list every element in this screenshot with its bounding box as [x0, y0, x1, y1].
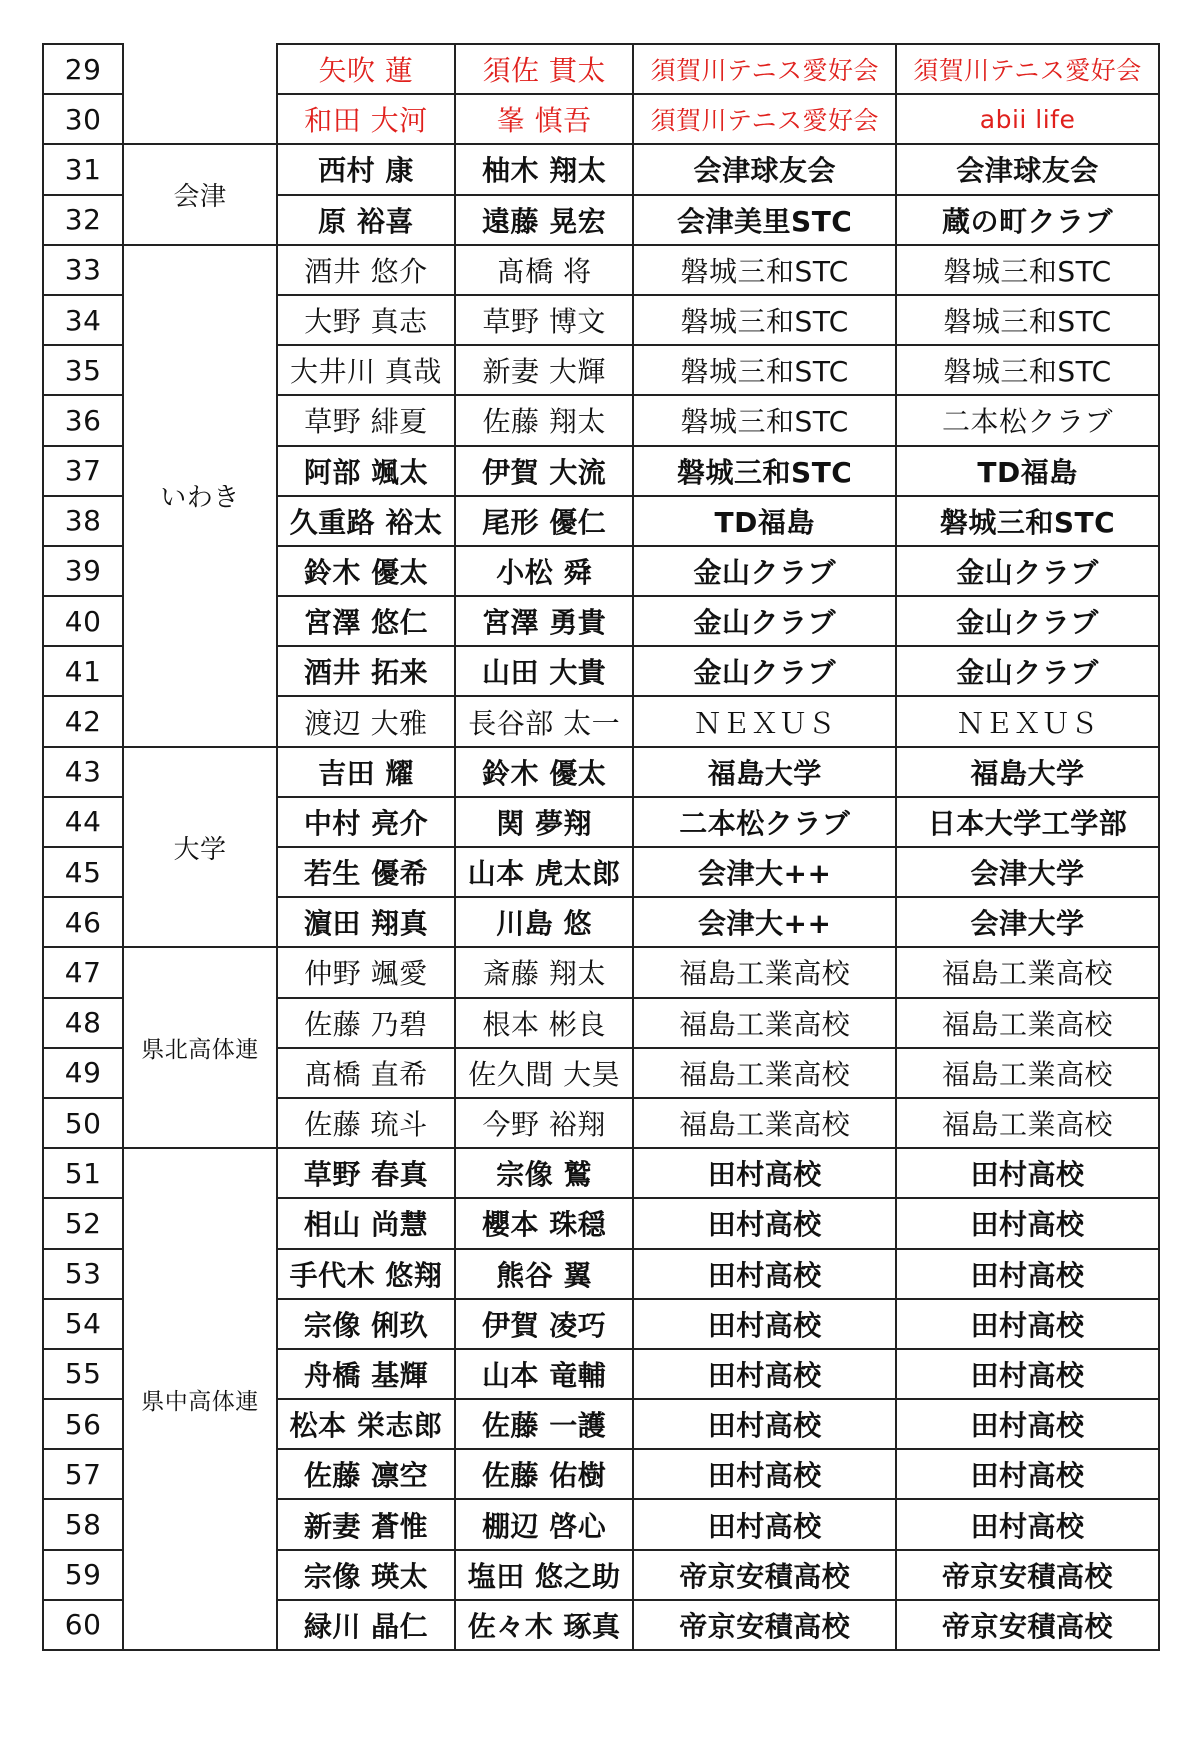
- player-2-name: 関 夢翔: [455, 797, 633, 847]
- player-1-name: 久重路 裕太: [277, 496, 455, 546]
- player-1-name: 鈴木 優太: [277, 546, 455, 596]
- entry-table: [42, 43, 1160, 1651]
- player-1-name: 和田 大河: [277, 94, 455, 144]
- player-2-name: 佐々木 琢真: [455, 1600, 633, 1650]
- player-1-club: 会津美里STC: [633, 195, 896, 245]
- entry-number: 34: [43, 295, 123, 345]
- player-2-name: 鈴木 優太: [455, 747, 633, 797]
- player-2-name: 佐藤 一護: [455, 1399, 633, 1449]
- entry-number: 43: [43, 747, 123, 797]
- player-2-name: 小松 舜: [455, 546, 633, 596]
- player-2-name: 尾形 優仁: [455, 496, 633, 546]
- entry-number: 32: [43, 195, 123, 245]
- player-1-name: 相山 尚慧: [277, 1198, 455, 1248]
- entry-number: 48: [43, 998, 123, 1048]
- player-1-name: 宮澤 悠仁: [277, 596, 455, 646]
- player-1-club: ＮＥＸＵＳ: [633, 696, 896, 746]
- player-2-club: TD福島: [896, 446, 1159, 496]
- player-2-name: 宮澤 勇貴: [455, 596, 633, 646]
- player-2-club: 福島大学: [896, 747, 1159, 797]
- player-2-club: 磐城三和STC: [896, 295, 1159, 345]
- entry-number: 31: [43, 144, 123, 194]
- player-1-name: 草野 春真: [277, 1148, 455, 1198]
- table-row: [43, 44, 1159, 94]
- player-2-name: 宗像 鷲: [455, 1148, 633, 1198]
- region-label: 会津: [123, 144, 277, 244]
- player-2-club: 磐城三和STC: [896, 245, 1159, 295]
- player-2-name: 柚木 翔太: [455, 144, 633, 194]
- player-2-club: 田村高校: [896, 1399, 1159, 1449]
- player-1-name: 緑川 晶仁: [277, 1600, 455, 1650]
- player-1-name: 佐藤 乃碧: [277, 998, 455, 1048]
- player-2-club: 二本松クラブ: [896, 395, 1159, 445]
- player-1-name: 中村 亮介: [277, 797, 455, 847]
- entry-number: 35: [43, 345, 123, 395]
- player-1-club: 福島工業高校: [633, 1048, 896, 1098]
- entry-number: 29: [43, 44, 123, 94]
- entry-number: 46: [43, 897, 123, 947]
- player-2-name: 川島 悠: [455, 897, 633, 947]
- player-1-club: 金山クラブ: [633, 596, 896, 646]
- player-2-name: 今野 裕翔: [455, 1098, 633, 1148]
- player-1-club: 田村高校: [633, 1399, 896, 1449]
- entry-number: 40: [43, 596, 123, 646]
- entry-number: 45: [43, 847, 123, 897]
- player-2-club: 福島工業高校: [896, 1098, 1159, 1148]
- entry-number: 59: [43, 1550, 123, 1600]
- entry-number: 52: [43, 1198, 123, 1248]
- player-1-name: 手代木 悠翔: [277, 1249, 455, 1299]
- entry-number: 50: [43, 1098, 123, 1148]
- region-label: 県中高体連: [123, 1148, 277, 1650]
- player-1-name: 宗像 俐玖: [277, 1299, 455, 1349]
- player-2-name: 遠藤 晃宏: [455, 195, 633, 245]
- player-1-club: 福島工業高校: [633, 998, 896, 1048]
- player-2-club: 金山クラブ: [896, 646, 1159, 696]
- player-2-club: 田村高校: [896, 1198, 1159, 1248]
- player-1-club: 二本松クラブ: [633, 797, 896, 847]
- player-2-name: 峯 慎吾: [455, 94, 633, 144]
- region-label: 大学: [123, 747, 277, 948]
- entry-number: 47: [43, 947, 123, 997]
- player-1-club: 磐城三和STC: [633, 345, 896, 395]
- player-2-club: 磐城三和STC: [896, 496, 1159, 546]
- region-label: [123, 44, 277, 144]
- entry-number: 42: [43, 696, 123, 746]
- table-row: [43, 245, 1159, 295]
- player-2-name: 塩田 悠之助: [455, 1550, 633, 1600]
- player-1-club: 田村高校: [633, 1449, 896, 1499]
- entry-number: 37: [43, 446, 123, 496]
- player-1-club: 磐城三和STC: [633, 295, 896, 345]
- player-2-club: 田村高校: [896, 1299, 1159, 1349]
- entry-number: 36: [43, 395, 123, 445]
- player-2-club: 福島工業高校: [896, 947, 1159, 997]
- player-2-name: 佐久間 大昊: [455, 1048, 633, 1098]
- player-1-club: 会津球友会: [633, 144, 896, 194]
- player-1-club: 福島大学: [633, 747, 896, 797]
- entry-number: 41: [43, 646, 123, 696]
- player-1-name: 大野 真志: [277, 295, 455, 345]
- player-1-name: 松本 栄志郎: [277, 1399, 455, 1449]
- player-1-name: 濵田 翔真: [277, 897, 455, 947]
- player-2-name: 櫻本 珠穏: [455, 1198, 633, 1248]
- player-2-club: 会津大学: [896, 897, 1159, 947]
- player-2-name: 須佐 貫太: [455, 44, 633, 94]
- player-2-club: 帝京安積高校: [896, 1600, 1159, 1650]
- player-2-club: 会津球友会: [896, 144, 1159, 194]
- player-1-club: 田村高校: [633, 1198, 896, 1248]
- player-1-name: 髙橋 直希: [277, 1048, 455, 1098]
- player-2-name: 熊谷 翼: [455, 1249, 633, 1299]
- player-2-name: 新妻 大輝: [455, 345, 633, 395]
- player-1-name: 仲野 颯愛: [277, 947, 455, 997]
- player-1-name: 舟橋 基輝: [277, 1349, 455, 1399]
- player-2-club: 日本大学工学部: [896, 797, 1159, 847]
- player-1-club: 金山クラブ: [633, 646, 896, 696]
- player-2-club: 福島工業高校: [896, 1048, 1159, 1098]
- player-1-club: 福島工業高校: [633, 947, 896, 997]
- player-1-club: TD福島: [633, 496, 896, 546]
- player-2-name: 佐藤 翔太: [455, 395, 633, 445]
- player-1-name: 酒井 拓来: [277, 646, 455, 696]
- player-2-name: 棚辺 啓心: [455, 1499, 633, 1549]
- player-1-name: 原 裕喜: [277, 195, 455, 245]
- player-2-club: 磐城三和STC: [896, 345, 1159, 395]
- player-1-club: 田村高校: [633, 1249, 896, 1299]
- player-1-name: 吉田 耀: [277, 747, 455, 797]
- player-2-club: ＮＥＸＵＳ: [896, 696, 1159, 746]
- player-1-name: 阿部 颯太: [277, 446, 455, 496]
- player-2-club: 帝京安積高校: [896, 1550, 1159, 1600]
- entry-number: 33: [43, 245, 123, 295]
- entry-number: 49: [43, 1048, 123, 1098]
- entry-number: 58: [43, 1499, 123, 1549]
- table-row: [43, 1148, 1159, 1198]
- player-2-name: 佐藤 佑樹: [455, 1449, 633, 1499]
- player-1-club: 金山クラブ: [633, 546, 896, 596]
- player-2-club: 田村高校: [896, 1499, 1159, 1549]
- player-1-name: 酒井 悠介: [277, 245, 455, 295]
- player-1-club: 会津大++: [633, 847, 896, 897]
- player-2-name: 髙橋 将: [455, 245, 633, 295]
- entry-number: 38: [43, 496, 123, 546]
- player-2-club: abii life: [896, 94, 1159, 144]
- player-2-club: 蔵の町クラブ: [896, 195, 1159, 245]
- entry-number: 53: [43, 1249, 123, 1299]
- player-1-club: 会津大++: [633, 897, 896, 947]
- player-1-club: 福島工業高校: [633, 1098, 896, 1148]
- player-2-name: 山田 大貴: [455, 646, 633, 696]
- player-1-name: 佐藤 凛空: [277, 1449, 455, 1499]
- player-2-name: 伊賀 凌巧: [455, 1299, 633, 1349]
- player-1-name: 草野 緋夏: [277, 395, 455, 445]
- player-1-club: 須賀川テニス愛好会: [633, 94, 896, 144]
- player-2-club: 田村高校: [896, 1249, 1159, 1299]
- player-1-name: 矢吹 蓮: [277, 44, 455, 94]
- player-2-name: 長谷部 太一: [455, 696, 633, 746]
- player-1-club: 田村高校: [633, 1499, 896, 1549]
- table-row: [43, 144, 1159, 194]
- table-row: [43, 947, 1159, 997]
- player-2-name: 山本 虎太郎: [455, 847, 633, 897]
- table-row: [43, 747, 1159, 797]
- entry-number: 44: [43, 797, 123, 847]
- player-2-club: 田村高校: [896, 1449, 1159, 1499]
- player-2-club: 金山クラブ: [896, 596, 1159, 646]
- player-1-club: 田村高校: [633, 1349, 896, 1399]
- entry-number: 60: [43, 1600, 123, 1650]
- player-1-club: 帝京安積高校: [633, 1550, 896, 1600]
- player-1-club: 磐城三和STC: [633, 395, 896, 445]
- player-1-club: 磐城三和STC: [633, 446, 896, 496]
- player-1-name: 西村 康: [277, 144, 455, 194]
- player-1-name: 佐藤 琉斗: [277, 1098, 455, 1148]
- entry-number: 39: [43, 546, 123, 596]
- player-2-club: 田村高校: [896, 1349, 1159, 1399]
- player-2-club: 会津大学: [896, 847, 1159, 897]
- player-1-name: 大井川 真哉: [277, 345, 455, 395]
- player-2-name: 根本 彬良: [455, 998, 633, 1048]
- player-1-name: 渡辺 大雅: [277, 696, 455, 746]
- player-1-name: 宗像 瑛太: [277, 1550, 455, 1600]
- player-2-club: 須賀川テニス愛好会: [896, 44, 1159, 94]
- entry-number: 30: [43, 94, 123, 144]
- player-2-name: 山本 竜輔: [455, 1349, 633, 1399]
- region-label: 県北高体連: [123, 947, 277, 1148]
- player-1-club: 田村高校: [633, 1299, 896, 1349]
- player-1-club: 須賀川テニス愛好会: [633, 44, 896, 94]
- entry-number: 55: [43, 1349, 123, 1399]
- entry-number: 56: [43, 1399, 123, 1449]
- player-2-name: 斎藤 翔太: [455, 947, 633, 997]
- player-1-club: 磐城三和STC: [633, 245, 896, 295]
- entry-number: 57: [43, 1449, 123, 1499]
- player-2-club: 金山クラブ: [896, 546, 1159, 596]
- player-1-club: 田村高校: [633, 1148, 896, 1198]
- player-1-club: 帝京安積高校: [633, 1600, 896, 1650]
- player-2-club: 福島工業高校: [896, 998, 1159, 1048]
- entry-number: 51: [43, 1148, 123, 1198]
- player-2-club: 田村高校: [896, 1148, 1159, 1198]
- player-2-name: 伊賀 大流: [455, 446, 633, 496]
- player-1-name: 新妻 蒼惟: [277, 1499, 455, 1549]
- entry-number: 54: [43, 1299, 123, 1349]
- region-label: いわき: [123, 245, 277, 747]
- player-2-name: 草野 博文: [455, 295, 633, 345]
- player-1-name: 若生 優希: [277, 847, 455, 897]
